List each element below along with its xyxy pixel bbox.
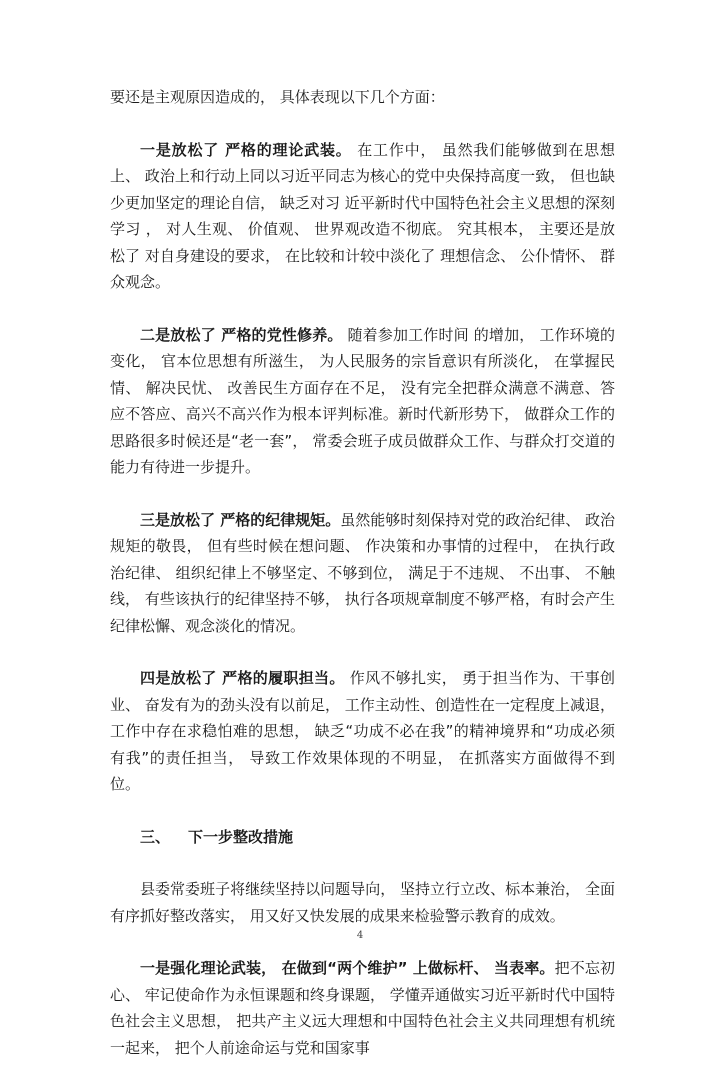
paragraph-lead: 三是放松了 严格的纪律规矩。 — [140, 510, 341, 529]
page-number: 4 — [356, 930, 364, 941]
paragraph-theory — [110, 137, 615, 296]
intro-line: 要还是主观原因造成的， 具体表现以下几个方面： — [110, 88, 445, 106]
paragraph-responsibility — [110, 665, 615, 798]
paragraph-lead: 四是放松了 严格的履职担当。 — [140, 669, 345, 687]
paragraph-lead: 二是放松了 严格的党性修养。 — [140, 325, 343, 344]
paragraph-lead: 一是强化理论武装， 在做到“两个维护” 上做标杆、 当表率。 — [140, 959, 555, 977]
paragraph-party-spirit — [110, 322, 615, 481]
paragraph-text: 作风不够扎实， 勇于担当作为、干事创业、 奋发有为的劲头没有以前足， 工作主动性、创造性在一定程度上减退， 工作中存在求稳怕难的思想， 缺乏“功成不必在我”的精神境界和“功成必须有我”的责任担当， 导致工作效果体现的不明显， 在抓落实方面做得不到位。 — [110, 669, 615, 793]
section-title: 下一步整改措施 — [188, 827, 294, 846]
paragraph-text: 在工作中， 虽然我们能够做到在思想上、 政治上和行动上同以习近平同志为核心的党中央保持高度一致， 但也缺少更加坚定的理论自信， 缺乏对习 近平新时代中国特色社会主义思想的深刻学习 ， 对人生观、 价值观、 世界观改造不彻底。 究其根本， 主要还是放松了 对自身建设的要求， 在比较和计较中淡化了 理想信念、 公仆情怀、 群众观念。 — [110, 140, 615, 291]
paragraph-text: 随着参加工作时间 的增加， 工作环境的变化， 官本位思想有所滋生， 为人民服务的宗旨意识有所淡化， 在掌握民情、 解决民忧、 改善民生方面存在不足， 没有完全把群众满意不满意、答应不答应、高兴不高兴作为根本评判标准。新时代新形势下， 做群众工作的思路很多时候还是“老一套”， 常委会班子成员做群众工作、与群众打交道的能力有待进一步提升。 — [110, 325, 615, 476]
paragraph-rectification-intro — [110, 876, 615, 929]
paragraph-text: 把不忘初心、 牢记使命作为永恒课题和终身课题， 学懂弄通做实习近平新时代中国特色社会主义思想， 把共产主义远大理想和中国特色社会主义共同理想有机统一起来， 把个人前途命运与党和国家事 — [110, 959, 615, 1057]
paragraph-discipline — [110, 507, 615, 640]
paragraph-text: 县委常委班子将继续坚持以问题导向， 坚持立行立改、标本兼治， 全面有序抓好整改落实， 用又好又快发展的成果来检验警示教育的成效。 — [110, 880, 615, 925]
paragraph-lead: 一是放松了 严格的理论武装。 — [140, 140, 352, 159]
section-number: 三、 — [140, 827, 171, 846]
section-heading — [110, 824, 615, 851]
paragraph-strengthen-theory — [110, 955, 615, 1061]
paragraph-text: 虽然能够时刻保持对党的政治纪律、 政治规矩的敬畏， 但有些时候在想问题、 作决策和办事情的过程中， 在执行政治纪律、 组织纪律上不够坚定、不够到位， 满足于不违规、 不出事、 不触线， 有些该执行的纪律坚持不够， 执行各项规章制度不够严格，有时会产生纪律松懈、观念淡化的情况。 — [110, 510, 616, 635]
